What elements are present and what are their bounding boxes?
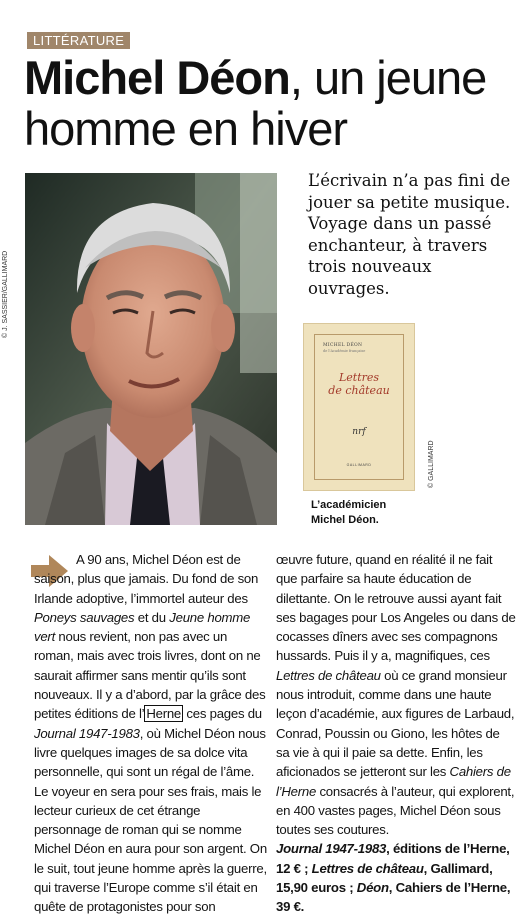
article-body-column-1 (34, 550, 270, 917)
title-name: Michel Déon (24, 51, 290, 104)
book-author: MICHEL DÉON (323, 343, 363, 348)
article-paragraph-1 (34, 550, 270, 917)
body-text: où ce grand monsieur nous introduit, comme dans une haute leçon d’académie, aux figures de Larbaud, Conrad, Poussin ou Giono, les hôtes de sa vie à qui il paie sa dette. Enfin, les aficionados se jetteront sur les (276, 667, 515, 780)
book-cover (304, 324, 414, 490)
article-lede: L’écrivain n’a pas fini de jouer sa petite musique. Voyage dans un passé enchanteur, à travers trois nouveaux ouvrages. (308, 171, 511, 298)
author-photo (25, 173, 277, 525)
article-title (24, 52, 514, 154)
caption-line2: Michel Déon. (311, 514, 379, 526)
publisher-logo: nrf (352, 427, 366, 437)
reference-title: Lettres de château (311, 860, 424, 876)
book-cover-frame (314, 334, 404, 480)
book-reference: Poneys sauvages (34, 609, 135, 625)
reference-publisher: , Cahiers de l’Herne, 39 €. (276, 880, 511, 915)
photo-caption (311, 498, 386, 528)
body-text: œuvre future, quand en réalité il ne fait que parfaire sa haute éducation de dilettante. On le retrouve aussi ayant fait ses bagages pour Los Angeles ou dans de cocasses dîners avec ses compagnons hussards. Puis il y a, magnifiques, ces (276, 552, 516, 664)
photo-credit: © J. SASSIER/GALLIMARD (2, 250, 9, 338)
book-title-line1: Lettres (338, 371, 380, 384)
herne-boxed: Herne (146, 706, 182, 722)
book-subtitle: de l'Académie française (323, 349, 366, 353)
reference-publisher: , Gallimard, 15,90 euros ; (276, 860, 493, 896)
title-rest: , un jeune homme en hiver (24, 51, 487, 155)
book-reference: Jeune homme vert (34, 609, 251, 645)
book-references (276, 839, 516, 916)
body-text: , où Michel Déon nous livre quelques images de sa dolce vita personnelle, qui sont un régal de l’âme. Le voyeur en sera pour ses frais, mais le lecteur curieux de cet étrange personnage de roman qui se nomme Michel Déon en aura pour son argent. On le suit, tout jeune homme après la guerre, qui traverse l’Europe comme s’il était en quête de protagonistes pour son (34, 725, 267, 915)
reference-publisher: , éditions de l’Herne, 12 € ; (276, 841, 510, 876)
body-text: consacrés à l’auteur, qui explorent, en 400 vastes pages, Michel Déon sous toutes ses coutures. (276, 783, 515, 838)
book-reference: Journal 1947-1983 (34, 725, 140, 741)
article-body-column-2 (276, 550, 516, 917)
book-reference: Lettres de château (276, 667, 381, 683)
article-paragraph-2 (276, 550, 516, 839)
book-title-line2: de château (328, 384, 390, 397)
caption-line1: L’académicien (311, 499, 387, 511)
book-reference: Cahiers de l’Herne (276, 764, 511, 799)
body-text: et du (134, 609, 170, 625)
reference-title: Journal 1947-1983 (276, 841, 387, 857)
reference-title: Déon (356, 880, 389, 896)
section-rubric: LITTÉRATURE (27, 32, 130, 49)
body-text: A 90 ans, Michel Déon est de saison, plus que jamais. Du fond de son Irlande adoptive, l’immortel auteur des (34, 552, 259, 606)
book-publisher: GALLIMARD (346, 463, 372, 467)
body-text: nous revient, non pas avec un roman, mais avec trois livres, dont on ne saurait affirmer sans mentir qu’ils sont nouveaux. Il y a d’abord, par la grâce des petites éditions de l’ (34, 629, 266, 722)
book-credit: © GALLIMARD (428, 440, 435, 488)
body-text: ces pages du (183, 706, 262, 722)
author-portrait-image (25, 173, 277, 525)
book-title (315, 371, 403, 397)
